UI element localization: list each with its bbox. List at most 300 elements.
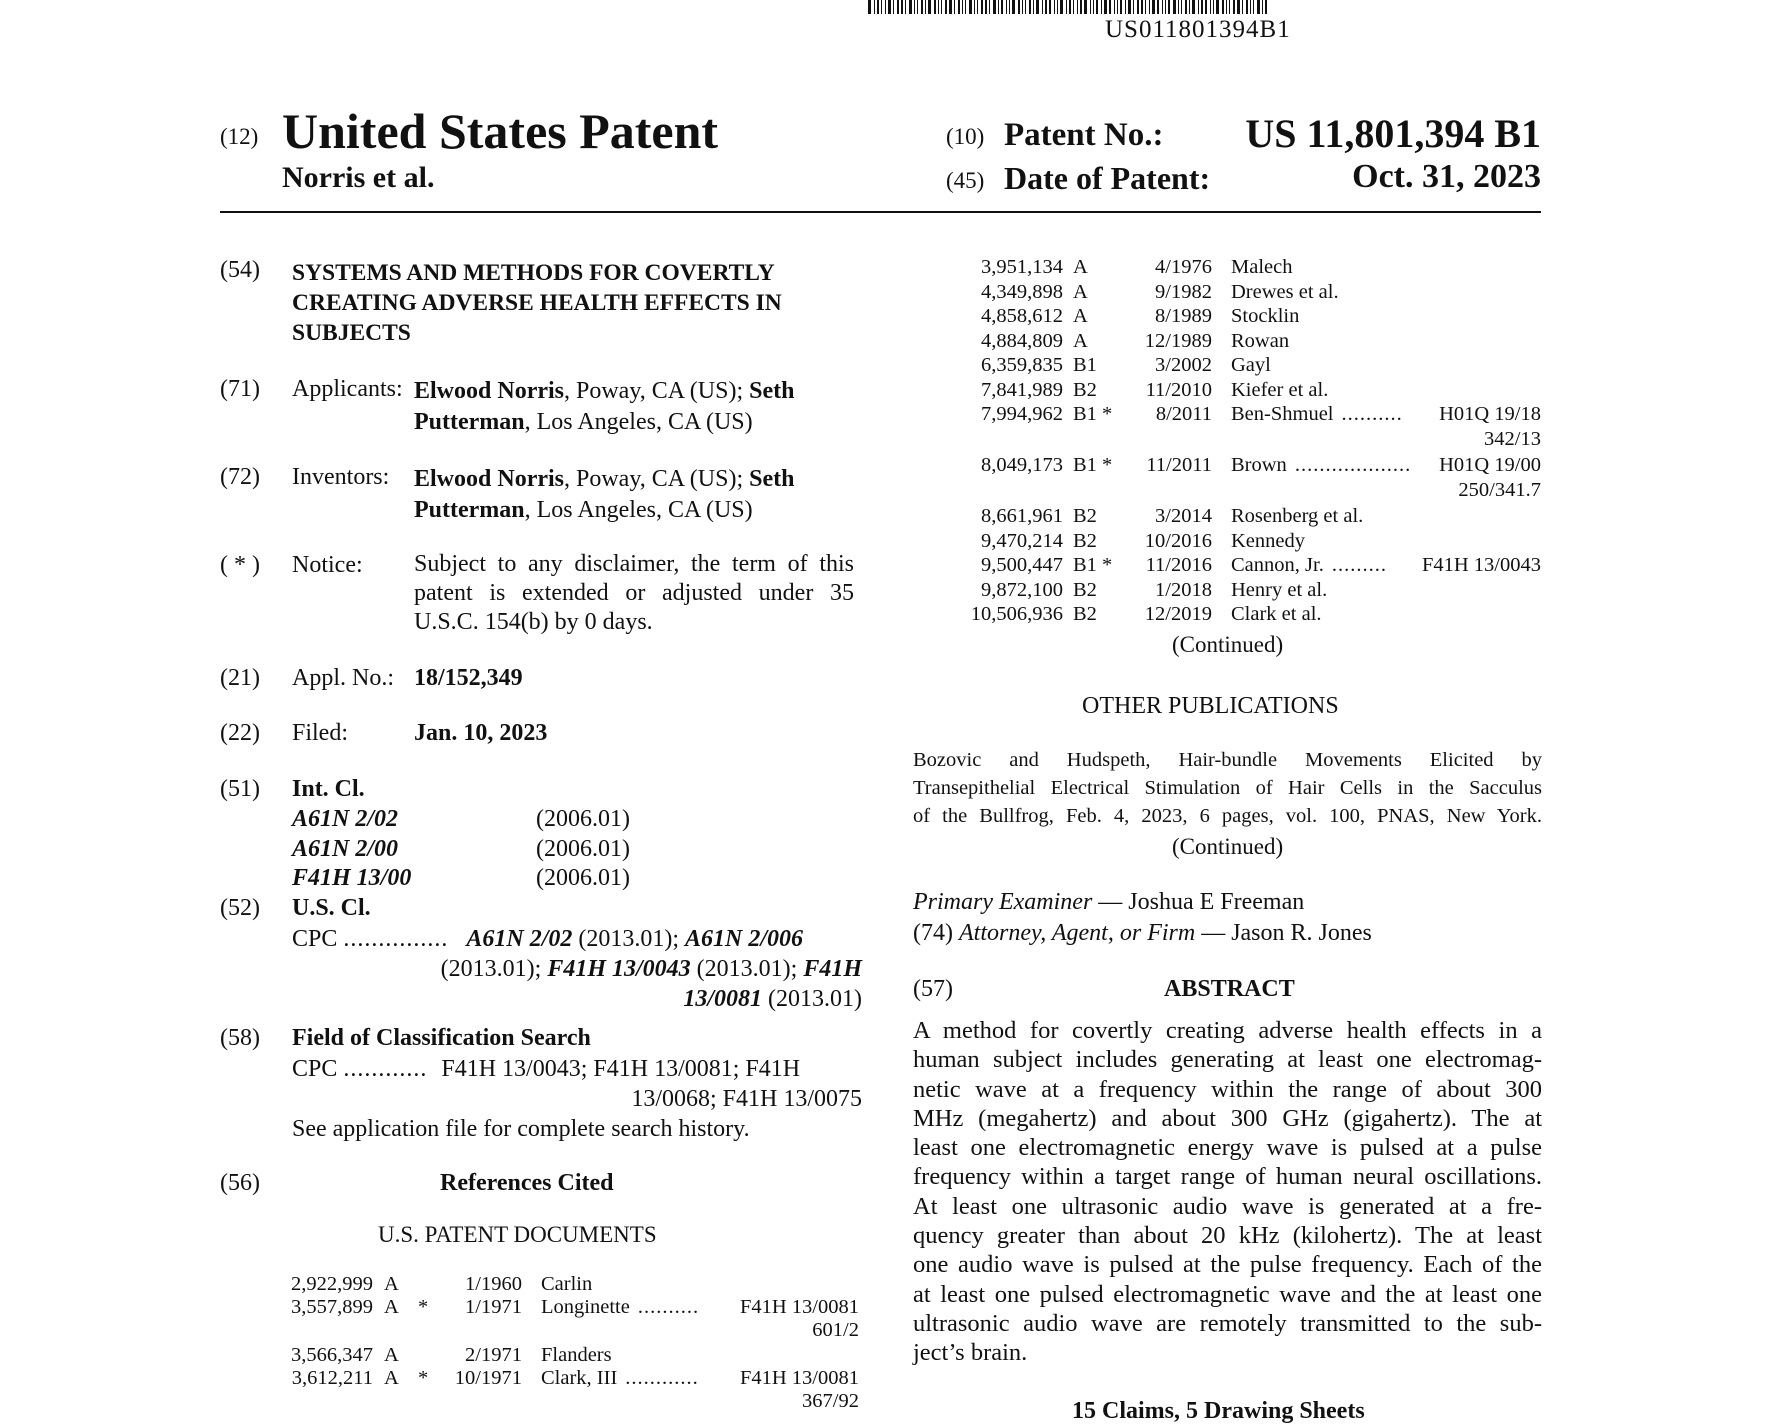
barcode-bar: [1178, 0, 1179, 14]
reference-num: 3,951,134: [981, 256, 1063, 278]
barcode-bar: [928, 0, 931, 14]
reference-name-cell: [1231, 579, 1335, 602]
notice-line-3: U.S.C. 154(b) by 0 days.: [414, 609, 653, 635]
reference-name: Malech: [1231, 256, 1293, 278]
reference-date: 3/2002: [1155, 354, 1212, 376]
us-cl-label: U.S. Cl.: [292, 895, 371, 921]
reference-kind: B2: [1073, 529, 1097, 552]
examiner-label: Primary Examiner: [913, 889, 1093, 915]
claims-count: 15 Claims, 5 Drawing Sheets: [1072, 1398, 1365, 1424]
barcode-bar: [938, 0, 939, 14]
inventor-1-location: , Poway, CA (US);: [564, 466, 750, 492]
attorney-label: Attorney, Agent, or Firm: [958, 920, 1196, 946]
barcode-bar: [1096, 0, 1098, 14]
reference-name-cell: [1231, 530, 1313, 553]
reference-class-secondary: 601/2: [812, 1319, 859, 1341]
inventors: [414, 464, 794, 526]
leader-dots: ..........: [1341, 403, 1403, 425]
barcode-bar: [1222, 0, 1224, 14]
barcode-bar: [1036, 0, 1039, 14]
inid-74: (74): [913, 920, 959, 946]
barcode-bar: [934, 0, 936, 14]
applicants: [414, 376, 794, 438]
reference-name: Kennedy: [1231, 529, 1306, 552]
abstract-line: MHz (megahertz) and about 300 GHz (gigahertz). The at: [913, 1104, 1542, 1132]
reference-cls: F41H 13/0043: [1421, 554, 1541, 576]
reference-kind: B1 *: [1073, 454, 1113, 476]
barcode-bar: [1049, 0, 1051, 14]
filed-label: Filed:: [292, 720, 349, 746]
barcode-bar: [888, 0, 891, 14]
reference-name: Brown: [1231, 454, 1287, 476]
reference-num: 6,359,835: [981, 354, 1063, 376]
reference-kind: A: [384, 1344, 399, 1366]
int-cl-version: (2006.01): [536, 835, 630, 862]
field-search-line-1: F41H 13/0043; F41H 13/0081; F41H: [441, 1056, 801, 1082]
barcode-bar: [1042, 0, 1043, 14]
inid-45: (45): [946, 168, 985, 193]
barcode-bar: [881, 0, 882, 14]
notice-text: [414, 550, 854, 637]
barcode-bar: [1022, 0, 1023, 14]
barcode-bar: [1242, 0, 1243, 14]
reference-date: 11/2010: [1145, 378, 1212, 401]
cpc-label: CPC: [292, 1056, 338, 1082]
barcode-bar: [1018, 0, 1020, 14]
title-line-2: CREATING ADVERSE HEALTH EFFECTS IN: [292, 290, 782, 316]
reference-kind: A: [384, 1296, 399, 1318]
barcode-bar: [1073, 0, 1074, 14]
reference-num: 9,500,447: [981, 554, 1063, 576]
barcode-bar: [1109, 0, 1111, 14]
title-line-1: SYSTEMS AND METHODS FOR COVERTLY: [292, 260, 775, 286]
reference-kind: A: [1073, 305, 1088, 327]
barcode-bar: [1077, 0, 1078, 14]
inid-58: (58): [220, 1025, 260, 1051]
barcode-bar: [981, 0, 983, 14]
reference-name-cell: [541, 1273, 600, 1296]
barcode-bar: [1090, 0, 1091, 14]
barcode-bar: [1045, 0, 1047, 14]
barcode-bar: [1057, 0, 1058, 14]
barcode-bar: [998, 0, 999, 14]
barcode-bar: [1093, 0, 1094, 14]
barcode-bar: [885, 0, 886, 14]
barcode-number: US011801394B1: [1105, 16, 1291, 43]
reference-kind: A: [384, 1367, 399, 1389]
barcode-bar: [905, 0, 906, 14]
reference-name: Gayl: [1231, 354, 1271, 376]
notice-line-2: patent is extended or adjusted under 35: [414, 580, 854, 606]
barcode-bar: [1066, 0, 1067, 14]
int-cl-row: [292, 805, 692, 835]
reference-name-cell: [1231, 281, 1347, 304]
reference-cls: H01Q 19/00: [1439, 454, 1541, 476]
reference-kind: A: [384, 1273, 399, 1295]
reference-name-cell: [1231, 256, 1300, 279]
abstract-line: least one electromagnetic energy wave is pulsed at a pulse: [913, 1134, 1542, 1162]
abstract-line: quency greater than about 20 kHz (kilohertz). The at least: [913, 1222, 1542, 1250]
publication-citation: [913, 746, 1542, 830]
abstract-line: one audio wave is pulsed at the pulse frequency. Each of the: [913, 1251, 1542, 1279]
patent-number: US 11,801,394 B1: [1245, 111, 1541, 156]
barcode-bar: [1205, 0, 1207, 14]
barcode-bar: [1226, 0, 1227, 14]
barcode-bar: [1253, 0, 1254, 14]
reference-name-cell: [1231, 330, 1297, 353]
search-history-note: See application file for complete search history.: [292, 1116, 750, 1142]
barcode-bar: [1246, 0, 1248, 14]
barcode-bar: [1229, 0, 1230, 14]
reference-class-secondary: 250/341.7: [1458, 478, 1541, 501]
invention-title: [292, 258, 782, 348]
inid-12: (12): [220, 124, 259, 149]
continued-refs: (Continued): [1172, 632, 1284, 657]
barcode-bar: [1101, 0, 1102, 14]
header-rule: [220, 211, 1541, 213]
inid-72: (72): [220, 464, 260, 490]
reference-name-cell: [541, 1296, 699, 1319]
barcode-bar: [1104, 0, 1107, 14]
reference-num: 4,884,809: [981, 329, 1063, 352]
int-cl-label: Int. Cl.: [292, 776, 365, 802]
barcode-bar: [1120, 0, 1122, 14]
field-search-line-2: 13/0068; F41H 13/0075: [631, 1086, 862, 1112]
int-cl-list: [292, 805, 692, 894]
patent-no-label: Patent No.:: [1004, 117, 1164, 153]
barcode-bar: [925, 0, 926, 14]
field-search: [292, 1054, 862, 1144]
barcode-bar: [868, 0, 871, 14]
publication-line-2: Transepithelial Electrical Stimulation of Hair Cells in the Sacculus: [913, 777, 1542, 799]
reference-cls: H01Q 19/18: [1439, 403, 1541, 425]
reference-kind: B1 *: [1073, 554, 1113, 576]
barcode-bar: [1201, 0, 1203, 14]
cpc-version: (2013.01);: [690, 956, 804, 982]
barcode-bar: [941, 0, 942, 14]
barcode-bar: [1012, 0, 1015, 14]
notice-label: Notice:: [292, 552, 363, 578]
cpc-code: F41H: [803, 956, 862, 982]
barcode-bar: [1162, 0, 1163, 14]
reference-num: 3,557,899: [291, 1296, 373, 1318]
barcode: [868, 0, 1270, 14]
reference-date: 1/2018: [1155, 578, 1212, 601]
barcode-bar: [1128, 0, 1131, 14]
leader-dots: ............: [625, 1367, 699, 1389]
continued-pubs: (Continued): [1172, 834, 1284, 859]
barcode-bar: [989, 0, 990, 14]
barcode-bar: [901, 0, 903, 14]
barcode-bar: [1152, 0, 1155, 14]
abstract-line: at least one pulsed electromagnetic wave and the at least one: [913, 1280, 1542, 1308]
appl-no-label: Appl. No.:: [292, 665, 394, 691]
reference-date: 10/1971: [454, 1367, 522, 1389]
int-cl-code: A61N 2/02: [292, 806, 399, 832]
reference-name: Drewes et al.: [1231, 280, 1339, 303]
reference-kind: A: [1073, 256, 1088, 278]
applicant-2-first: Seth: [749, 378, 795, 404]
reference-kind: B2: [1073, 505, 1097, 527]
reference-name: Stocklin: [1231, 305, 1300, 327]
barcode-bar: [897, 0, 899, 14]
reference-name: Carlin: [541, 1273, 593, 1295]
barcode-bar: [893, 0, 894, 14]
reference-num: 8,049,173: [981, 454, 1063, 476]
barcode-bar: [1009, 0, 1010, 14]
reference-kind: B1: [1073, 354, 1097, 376]
barcode-bar: [993, 0, 996, 14]
int-cl-version: (2006.01): [536, 865, 630, 891]
examiner-name: — Joshua E Freeman: [1092, 889, 1305, 915]
barcode-bar: [1210, 0, 1211, 14]
reference-name: Clark et al.: [1231, 603, 1322, 625]
reference-num: 9,470,214: [981, 529, 1063, 552]
inid-22: (22): [220, 720, 260, 746]
inid-10: (10): [946, 124, 985, 149]
barcode-bar: [977, 0, 978, 14]
barcode-bar: [1006, 0, 1007, 14]
barcode-bar: [1033, 0, 1034, 14]
int-cl-row: [292, 864, 692, 894]
barcode-bar: [874, 0, 875, 14]
inid-54: (54): [220, 257, 260, 283]
barcode-bar: [962, 0, 963, 14]
barcode-bar: [969, 0, 972, 14]
field-search-label: Field of Classification Search: [292, 1025, 591, 1051]
barcode-bar: [1237, 0, 1240, 14]
cpc-version: (2013.01);: [440, 956, 548, 982]
inventor-2-first: Seth: [749, 466, 795, 492]
reference-date: 4/1976: [1155, 256, 1212, 278]
reference-kind: B1 *: [1073, 403, 1113, 425]
inventor-2-last: Putterman: [414, 497, 525, 523]
reference-date: 11/2016: [1145, 554, 1212, 576]
reference-cls: F41H 13/0081: [739, 1296, 859, 1318]
applicant-2-last: Putterman: [414, 409, 525, 435]
reference-num: 10,506,936: [970, 603, 1063, 625]
reference-name-cell: [1231, 305, 1307, 328]
cpc-version: (2013.01): [762, 986, 862, 1012]
reference-num: 4,858,612: [981, 305, 1063, 327]
document-title: United States Patent: [282, 103, 719, 159]
leader-dots: ............: [343, 1056, 428, 1082]
reference-num: 9,872,100: [981, 578, 1063, 601]
reference-name-cell: [1231, 454, 1411, 477]
other-publications-heading: OTHER PUBLICATIONS: [1082, 693, 1339, 719]
applicants-label: Applicants:: [292, 376, 403, 402]
publication-line-3: of the Bullfrog, Feb. 4, 2023, 6 pages, vol. 100, PNAS, New York.: [913, 805, 1542, 827]
barcode-bar: [1080, 0, 1082, 14]
barcode-bar: [1060, 0, 1063, 14]
reference-num: 3,566,347: [291, 1344, 373, 1366]
reference-date: 9/1982: [1155, 280, 1212, 303]
barcode-bar: [1262, 0, 1263, 14]
reference-name: Kiefer et al.: [1231, 378, 1329, 401]
reference-name-cell: [1231, 554, 1387, 577]
reference-date: 1/1971: [465, 1296, 522, 1318]
reference-date: 8/2011: [1155, 403, 1212, 425]
abstract-line: A method for covertly creating adverse health effects in a: [913, 1017, 1542, 1044]
cpc-code: F41H 13/0043: [547, 956, 691, 982]
us-cl-cpc: [292, 924, 862, 1014]
inid-71: (71): [220, 376, 260, 402]
barcode-bar: [1185, 0, 1187, 14]
barcode-bar: [1157, 0, 1159, 14]
reference-num: 7,841,989: [981, 378, 1063, 401]
barcode-bar: [909, 0, 912, 14]
reference-date: 2/1971: [465, 1344, 522, 1366]
reference-name-cell: [1231, 379, 1336, 402]
reference-star: *: [418, 1296, 429, 1318]
cpc-code: A61N 2/02: [466, 926, 573, 952]
abstract-heading: ABSTRACT: [1164, 976, 1295, 1002]
reference-kind: A: [1073, 280, 1088, 303]
appl-no: 18/152,349: [414, 665, 523, 691]
inventors-label: Inventors:: [292, 464, 390, 490]
reference-num: 7,994,962: [981, 403, 1063, 425]
barcode-bar: [1137, 0, 1139, 14]
barcode-bar: [958, 0, 960, 14]
int-cl-version: (2006.01): [536, 806, 630, 832]
applicant-2-location: , Los Angeles, CA (US): [524, 409, 753, 435]
reference-date: 1/1960: [465, 1273, 522, 1295]
inventor-2-location: , Los Angeles, CA (US): [524, 497, 753, 523]
barcode-bar: [1189, 0, 1190, 14]
reference-star: *: [418, 1367, 429, 1389]
reference-kind: B2: [1073, 378, 1097, 401]
barcode-bar: [1145, 0, 1146, 14]
leader-dots: ...............: [343, 926, 449, 952]
reference-date: 11/2011: [1146, 454, 1212, 476]
barcode-bar: [1001, 0, 1003, 14]
leader-dots: .........: [1331, 554, 1387, 576]
barcode-bar: [1173, 0, 1176, 14]
barcode-bar: [1025, 0, 1026, 14]
barcode-bar: [1213, 0, 1214, 14]
attorney-name: — Jason R. Jones: [1195, 920, 1372, 946]
applicant-1-location: , Poway, CA (US);: [564, 378, 750, 404]
patent-date: Oct. 31, 2023: [1352, 158, 1541, 195]
reference-name: Rowan: [1231, 329, 1290, 352]
reference-date: 3/2014: [1155, 505, 1212, 527]
reference-name-cell: [1231, 403, 1403, 426]
barcode-bar: [1198, 0, 1199, 14]
leader-dots: ...................: [1294, 454, 1412, 476]
barcode-bar: [1149, 0, 1150, 14]
barcode-bar: [1265, 0, 1267, 14]
reference-cls: F41H 13/0081: [739, 1367, 859, 1389]
cpc-version: (2013.01);: [572, 926, 686, 952]
barcode-bar: [1141, 0, 1143, 14]
barcode-bar: [1069, 0, 1071, 14]
barcode-bar: [1257, 0, 1260, 14]
inventor-1: Elwood Norris: [414, 466, 564, 492]
date-label: Date of Patent:: [1004, 160, 1211, 196]
reference-name: Flanders: [541, 1344, 612, 1366]
reference-name-cell: [1231, 354, 1279, 377]
primary-examiner: [913, 889, 1304, 916]
barcode-bar: [974, 0, 975, 14]
first-inventor: Norris et al.: [282, 161, 435, 194]
references-cited-heading: References Cited: [440, 1170, 614, 1196]
abstract-line: ject’s brain.: [913, 1339, 1028, 1367]
leader-dots: ..........: [637, 1296, 700, 1318]
barcode-bar: [985, 0, 987, 14]
reference-num: 4,349,898: [981, 280, 1063, 303]
reference-kind: A: [1073, 329, 1088, 352]
barcode-bar: [1192, 0, 1195, 14]
barcode-bar: [1029, 0, 1031, 14]
barcode-bar: [1233, 0, 1235, 14]
reference-class-secondary: 367/92: [802, 1390, 859, 1412]
us-patent-docs-heading: U.S. PATENT DOCUMENTS: [378, 1222, 657, 1247]
attorney: [913, 920, 1372, 947]
barcode-bar: [1084, 0, 1087, 14]
inid-57: (57): [913, 976, 953, 1002]
inid-21: (21): [220, 665, 260, 691]
barcode-bar: [877, 0, 879, 14]
cpc-code: A61N 2/006: [685, 926, 804, 952]
barcode-bar: [965, 0, 966, 14]
abstract-line: frequency within a target range of human neural oscillations.: [913, 1163, 1542, 1191]
reference-name: Rosenberg et al.: [1231, 505, 1364, 527]
cpc-label: CPC: [292, 926, 338, 952]
barcode-bar: [949, 0, 952, 14]
abstract-line: At least one ultrasonic audio wave is generated at a fre-: [913, 1192, 1542, 1220]
reference-num: 3,612,211: [291, 1367, 373, 1389]
reference-num: 2,922,999: [291, 1273, 373, 1295]
reference-num: 8,661,961: [981, 505, 1063, 527]
barcode-bar: [945, 0, 947, 14]
reference-name: Henry et al.: [1231, 578, 1328, 601]
reference-name: Ben-Shmuel: [1231, 403, 1334, 425]
barcode-bar: [1133, 0, 1134, 14]
reference-name-cell: [541, 1344, 620, 1367]
barcode-bar: [954, 0, 955, 14]
inid-56: (56): [220, 1170, 260, 1196]
notice-tag: ( * ): [220, 552, 260, 578]
barcode-bar: [1250, 0, 1251, 14]
reference-name-cell: [541, 1367, 699, 1390]
reference-date: 8/1989: [1155, 305, 1212, 327]
cpc-code: 13/0081: [683, 986, 763, 1012]
inid-51: (51): [220, 776, 260, 802]
barcode-bar: [914, 0, 915, 14]
barcode-bar: [1117, 0, 1118, 14]
barcode-bar: [917, 0, 918, 14]
notice-line-1: Subject to any disclaimer, the term of this: [414, 551, 854, 577]
barcode-bar: [1114, 0, 1115, 14]
reference-kind: B2: [1073, 603, 1097, 625]
abstract-line: human subject includes generating at least one electromag-: [913, 1046, 1542, 1074]
inid-52: (52): [220, 895, 260, 921]
barcode-bar: [1168, 0, 1170, 14]
applicant-1: Elwood Norris: [414, 378, 564, 404]
publication-line-1: Bozovic and Hudspeth, Hair-bundle Movements Elicited by: [913, 749, 1542, 771]
int-cl-code: A61N 2/00: [292, 835, 399, 862]
abstract-line: netic wave at a frequency within the range of about 300: [913, 1075, 1542, 1103]
reference-kind: B2: [1073, 578, 1097, 601]
barcode-bar: [1125, 0, 1126, 14]
reference-name-cell: [1231, 603, 1330, 626]
int-cl-code: F41H 13/00: [292, 865, 412, 891]
reference-date: 10/2016: [1144, 529, 1212, 552]
filed-date: Jan. 10, 2023: [414, 720, 548, 746]
reference-name: Cannon, Jr.: [1231, 554, 1324, 576]
reference-name: Longinette: [541, 1296, 630, 1318]
int-cl-row: [292, 835, 692, 865]
